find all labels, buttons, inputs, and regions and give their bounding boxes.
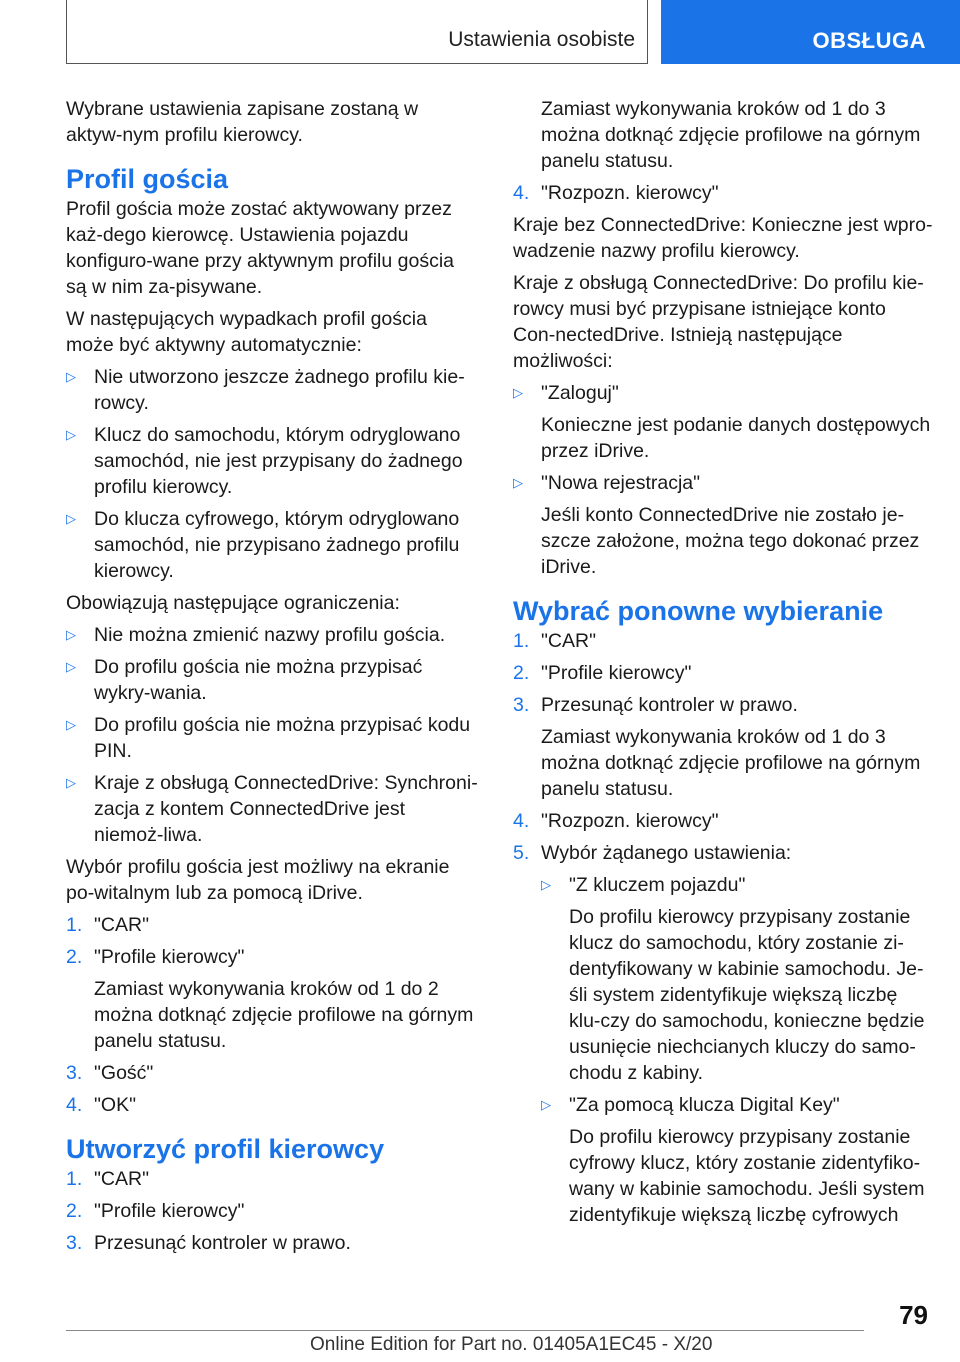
heading-guest-profile: Profil gościa [66, 164, 229, 194]
step-item: 3. "Gość" [66, 1062, 154, 1084]
list-item: ▷ Nie można zmienić nazwy profilu gościa. [66, 624, 446, 646]
list-item-description: Konieczne jest podanie danych dostępowych przez iDrive. [541, 414, 931, 462]
list-item: ▷ Do klucza cyfrowego, którym odryglowano samochód, nie przypisano żadnego profilu kierowcy. [66, 508, 460, 582]
paragraph: W następujących wypadkach profil gościa może być aktywny automatycznie: [66, 308, 427, 356]
header-section-box [66, 0, 648, 64]
step-item: 4. "OK" [66, 1094, 137, 1116]
paragraph: Kraje z obsługą ConnectedDrive: Do profilu kie‐rowcy musi być przypisane istniejące konto Con‐nectedDrive. Istnieją następujące możliwości: [513, 272, 924, 372]
list-item: ▷ Klucz do samochodu, którym odryglowano samochód, nie jest przypisany do żadnego profilu kierowcy. [66, 424, 463, 498]
heading-redial: Wybrać ponowne wybieranie [513, 596, 884, 626]
step-note: Zamiast wykonywania kroków od 1 do 3 można dotknąć zdjęcie profilowe na górnym panelu statusu. [541, 98, 921, 172]
left-column [66, 96, 478, 1262]
list-item: ▷ "Nowa rejestracja" [513, 472, 701, 494]
bullet-icon: ▷ [66, 775, 76, 790]
step-number: 3. [513, 694, 530, 716]
step-number: 1. [66, 914, 83, 936]
step-item: 2. "Profile kierowcy" [513, 662, 692, 684]
bullet-icon: ▷ [66, 427, 76, 442]
heading-create-profile: Utworzyć profil kierowcy [66, 1134, 385, 1164]
list-item: ▷ Do profilu gościa nie można przypisać wykry‐wania. [66, 656, 423, 704]
list-item-description: Do profilu kierowcy przypisany zostanie klucz do samochodu, który zostanie zi‐dentyfikowany w kabinie samochodu. Je‐śli system zidentyfikuje większą liczbę klu‐czy do samochodu, konieczne będzie usunięcie niechcianych kluczy do samo‐chodu z kabiny. [569, 906, 925, 1084]
bullet-icon: ▷ [66, 659, 76, 674]
paragraph: Wybór profilu gościa jest możliwy na ekranie po‐witalnym lub za pomocą iDrive. [66, 856, 450, 904]
step-item: 1. "CAR" [513, 630, 597, 652]
bullet-icon: ▷ [541, 1097, 551, 1112]
step-number: 4. [66, 1094, 83, 1116]
section-title: Ustawienia osobiste [448, 28, 635, 51]
list-item-description: Jeśli konto ConnectedDrive nie zostało je‐szcze założone, można tego dokonać przez iDrive. [541, 504, 920, 578]
list-item: ▷ "Za pomocą klucza Digital Key" [541, 1094, 840, 1116]
list-item: ▷ Nie utworzono jeszcze żadnego profilu kie‐rowcy. [66, 366, 465, 414]
step-number: 5. [513, 842, 530, 864]
step-item: 4. "Rozpozn. kierowcy" [513, 810, 719, 832]
step-number: 1. [513, 630, 530, 652]
bullet-icon: ▷ [66, 369, 76, 384]
step-item: 2. "Profile kierowcy" [66, 1200, 245, 1222]
bullet-icon: ▷ [513, 385, 523, 400]
step-item: 1. "CAR" [66, 1168, 150, 1190]
step-item: 3. Przesunąć kontroler w prawo. [513, 694, 798, 716]
bullet-icon: ▷ [513, 475, 523, 490]
step-number: 3. [66, 1232, 83, 1254]
bullet-icon: ▷ [66, 627, 76, 642]
step-note: Zamiast wykonywania kroków od 1 do 2 można dotknąć zdjęcie profilowe na górnym panelu statusu. [94, 978, 474, 1052]
paragraph: Wybrane ustawienia zapisane zostaną w aktyw‐nym profilu kierowcy. [66, 98, 419, 146]
step-number: 3. [66, 1062, 83, 1084]
list-item: ▷ Kraje z obsługą ConnectedDrive: Synchroni‐zacja z kontem ConnectedDrive jest niemoż‐liwa. [66, 772, 478, 846]
step-note: Zamiast wykonywania kroków od 1 do 3 można dotknąć zdjęcie profilowe na górnym panelu statusu. [541, 726, 921, 800]
step-number: 4. [513, 182, 530, 204]
step-item: 5. Wybór żądanego ustawienia: [513, 842, 792, 864]
step-number: 2. [513, 662, 530, 684]
chapter-title: OBSŁUGA [812, 28, 926, 53]
step-item: 4. "Rozpozn. kierowcy" [513, 182, 719, 204]
right-column [513, 96, 933, 1234]
step-item: 3. Przesunąć kontroler w prawo. [66, 1232, 351, 1254]
step-number: 4. [513, 810, 530, 832]
step-item: 2. "Profile kierowcy" [66, 946, 245, 968]
list-item: ▷ Do profilu gościa nie można przypisać kodu PIN. [66, 714, 471, 762]
header-chapter-box [661, 0, 960, 64]
step-number: 2. [66, 946, 83, 968]
list-item-description: Do profilu kierowcy przypisany zostanie cyfrowy klucz, który zostanie zidentyfiko‐wany w kabinie samochodu. Jeśli system zidentyfikuje większą liczbę cyfrowych [569, 1126, 925, 1226]
paragraph: Obowiązują następujące ograniczenia: [66, 592, 400, 614]
list-item: ▷ "Z kluczem pojazdu" [541, 874, 746, 896]
bullet-icon: ▷ [66, 511, 76, 526]
paragraph: Kraje bez ConnectedDrive: Konieczne jest wpro‐wadzenie nazwy profilu kierowcy. [513, 214, 933, 262]
step-item: 1. "CAR" [66, 914, 150, 936]
list-item: ▷ "Zaloguj" [513, 382, 619, 404]
step-number: 1. [66, 1168, 83, 1190]
footer-edition: Online Edition for Part no. 01405A1EC45 - X/20 [310, 1334, 713, 1355]
bullet-icon: ▷ [66, 717, 76, 732]
paragraph: Profil gościa może zostać aktywowany przez każ‐dego kierowcę. Ustawienia pojazdu konfiguro‐wane przy aktywnym profilu gościa są w nim za‐pisywane. [66, 198, 455, 298]
bullet-icon: ▷ [541, 877, 551, 892]
footer-divider [66, 1330, 864, 1331]
sub-list [541, 872, 933, 1228]
step-number: 2. [66, 1200, 83, 1222]
page-number: 79 [899, 1300, 928, 1330]
